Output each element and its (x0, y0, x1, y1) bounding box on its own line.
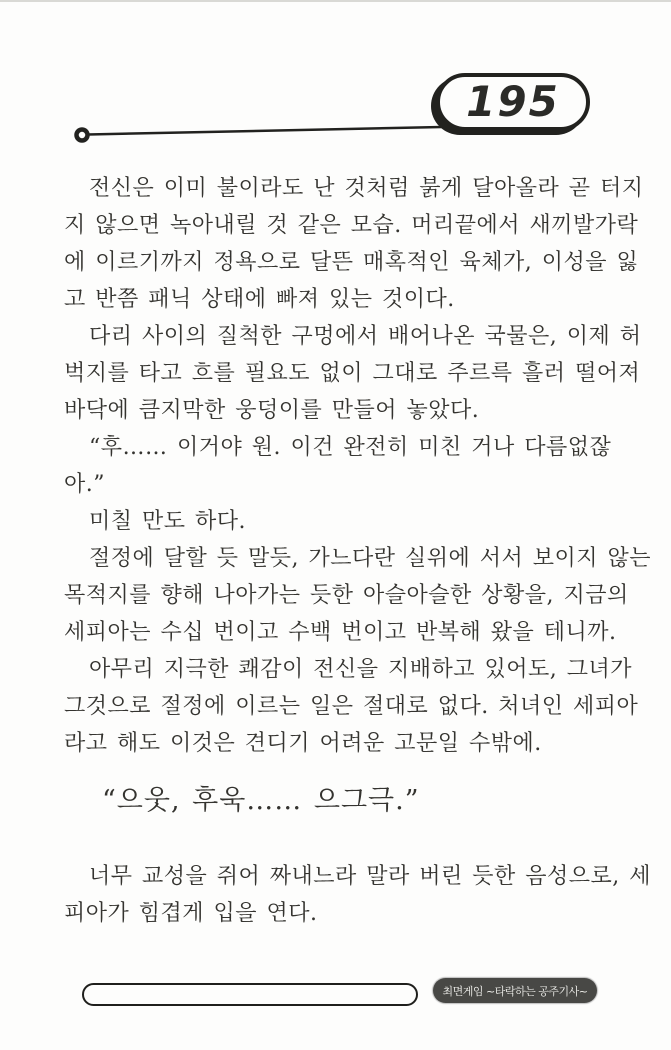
body-text (64, 160, 651, 932)
text-line: 절정에 달할 듯 말듯, 가느다란 실위에 서서 보이지 않는 (89, 546, 651, 571)
text-line: 고 반쯤 패닉 상태에 빠져 있는 것이다. (64, 287, 455, 312)
footer-series-badge (433, 978, 597, 1003)
text-line: 라고 해도 이것은 견디기 어려운 고문일 수밖에. (64, 731, 542, 756)
page-number: 195 (466, 76, 560, 126)
text-line: “후…… 이거야 원. 이건 완전히 미친 거나 다름없잖 (89, 435, 612, 460)
text-line: 다리 사이의 질척한 구멍에서 배어나온 국물은, 이제 허 (89, 324, 642, 349)
header-rule-line (88, 127, 442, 135)
text-line: 아.” (64, 472, 105, 497)
ring-icon (77, 130, 88, 141)
footer-title-box (82, 983, 418, 1006)
text-line: 지 않으면 녹아내릴 것 같은 모습. 머리끝에서 새끼발가락 (64, 213, 639, 238)
text-line: 전신은 이미 불이라도 난 것처럼 붉게 달아올라 곧 터지 (89, 176, 644, 201)
footer-series-title: 최면게임 ~타락하는 공주기사~ (442, 984, 588, 998)
dialogue-line-large: “으웃, 후욱…… 으그극.” (102, 785, 420, 816)
text-line: 세피아는 수십 번이고 수백 번이고 반복해 왔을 테니까. (64, 620, 617, 645)
text-line: 아무리 지극한 쾌감이 전신을 지배하고 있어도, 그녀가 (89, 657, 632, 682)
page-number-badge (436, 73, 590, 131)
text-line: 바닥에 큼지막한 웅덩이를 만들어 놓았다. (64, 398, 480, 423)
text-line: 그것으로 절정에 이르는 일은 절대로 없다. 처녀인 세피아 (64, 694, 639, 719)
text-line: 피아가 힘겹게 입을 연다. (64, 901, 318, 926)
text-line: 미칠 만도 하다. (89, 509, 246, 534)
text-line: 목적지를 향해 나아가는 듯한 아슬아슬한 상황을, 지금의 (64, 583, 629, 608)
text-line: 에 이르기까지 정욕으로 달뜬 매혹적인 육체가, 이성을 잃 (64, 250, 639, 275)
text-line: 벅지를 타고 흐를 필요도 없이 그대로 주르륵 흘러 떨어져 (64, 361, 641, 386)
text-line: 너무 교성을 쥐어 짜내느라 말라 버린 듯한 음성으로, 세 (89, 864, 651, 889)
